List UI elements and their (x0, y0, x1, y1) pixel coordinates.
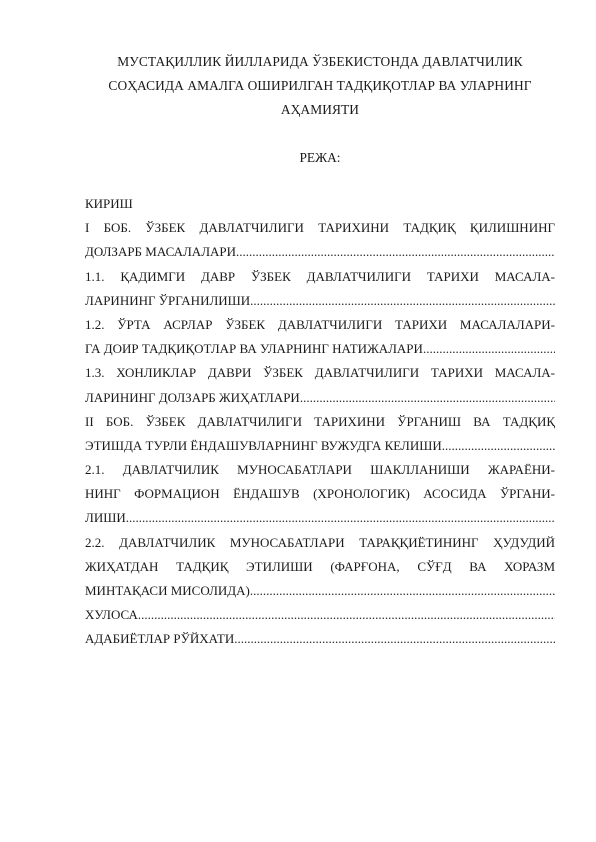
toc-entry-intro (85, 192, 555, 216)
toc-entry-text: КИРИШ (85, 196, 133, 211)
toc-entry-1-3-line-2 (85, 386, 555, 410)
toc-entry-text: ЭТИШДА ТУРЛИ ЁНДАШУВЛАРНИНГ ВУЖУДГА КЕЛИШИ (85, 437, 442, 453)
toc-entry-1-3-line-1: 1.3. ХОНЛИКЛАР ДАВРИ ЎЗБЕК ДАВЛАТЧИЛИГИ ТАРИХИ МАСАЛА- (85, 365, 555, 381)
dot-leader (250, 289, 555, 313)
dot-leader (300, 386, 555, 410)
title-line-1: МУСТАҚИЛЛИК ЙИЛЛАРИДА ЎЗБЕКИСТОНДА ДАВЛАТЧИЛИК (117, 54, 523, 69)
title-line-3: АҲАМИЯТИ (280, 102, 360, 117)
toc-entry-1-1-line-1: 1.1. ҚАДИМГИ ДАВР ЎЗБЕК ДАВЛАТЧИЛИГИ ТАРИХИ МАСАЛА- (85, 268, 555, 284)
table-of-contents (85, 192, 555, 652)
toc-entry-text: ЛАРИНИНГ ЎРГАНИЛИШИ (85, 292, 251, 308)
toc-entry-2-2-line-2: ЖИҲАТДАН ТАДҚИҚ ЭТИЛИШИ (ФАРҒОНА, СЎҒД ВА ХОРАЗМ (85, 558, 555, 574)
toc-entry-text: МИНТАҚАСИ МИСОЛИДА) (85, 583, 250, 598)
toc-entry-text: ГА ДОИР ТАДҚИҚОТЛАР ВА УЛАРНИНГ НАТИЖАЛАРИ (85, 341, 423, 357)
document-title (84, 50, 556, 122)
title-line-2: СОҲАСИДА АМАЛГА ОШИРИЛГАН ТАДҚИҚОТЛАР ВА УЛАРНИНГ (108, 78, 532, 93)
dot-leader (442, 434, 555, 458)
plan-heading: РЕЖА: (299, 150, 341, 165)
toc-entry-1-2-line-1: 1.2. ЎРТА АСРЛАР ЎЗБЕК ДАВЛАТЧИЛИГИ ТАРИХИ МАСАЛАЛАРИ- (85, 316, 555, 332)
dot-leader (138, 603, 555, 627)
toc-entry-1-2-line-2 (85, 337, 555, 361)
toc-entry-chapter-2-line-1: II БОБ. ЎЗБЕК ДАВЛАТЧИЛИГИ ТАРИХИНИ ЎРГАНИШ ВА ТАДҚИҚ (85, 413, 555, 429)
toc-entry-text: ДОЛЗАРБ МАСАЛАЛАРИ (85, 244, 237, 260)
toc-entry-text: ХУЛОСА (85, 607, 138, 623)
toc-entry-chapter-1-line-1: I БОБ. ЎЗБЕК ДАВЛАТЧИЛИГИ ТАРИХИНИ ТАДҚИҚ ҚИЛИШНИНГ (85, 220, 555, 236)
toc-entry-2-2-line-3 (85, 579, 555, 603)
dot-leader (250, 579, 555, 603)
toc-entry-bibliography (85, 627, 555, 651)
toc-entry-2-1-line-1: 2.1. ДАВЛАТЧИЛИК МУНОСАБАТЛАРИ ШАКЛЛАНИШИ ЖАРАЁНИ- (85, 462, 555, 478)
toc-entry-text: АДАБИЁТЛАР РЎЙХАТИ (85, 631, 235, 647)
toc-entry-1-1-line-2 (85, 289, 555, 313)
toc-entry-chapter-2-line-2 (85, 434, 555, 458)
toc-entry-text: ЛИШИ (85, 510, 126, 526)
dot-leader (236, 240, 555, 264)
toc-entry-2-2-line-1: 2.2. ДАВЛАТЧИЛИК МУНОСАБАТЛАРИ ТАРАҚҚИЁТИНИНГ ҲУДУДИЙ (85, 534, 555, 550)
toc-entry-text: ЛАРИНИНГ ДОЛЗАРБ ЖИҲАТЛАРИ (85, 389, 300, 405)
dot-leader (234, 627, 555, 651)
toc-entry-chapter-1-line-2 (85, 240, 555, 264)
dot-leader (126, 506, 555, 530)
toc-entry-conclusion (85, 603, 555, 627)
toc-entry-2-1-line-2: НИНГ ФОРМАЦИОН ЁНДАШУВ (ХРОНОЛОГИК) АСОСИДА ЎРГАНИ- (85, 486, 555, 502)
dot-leader (423, 337, 555, 361)
toc-entry-2-1-line-3 (85, 506, 555, 530)
